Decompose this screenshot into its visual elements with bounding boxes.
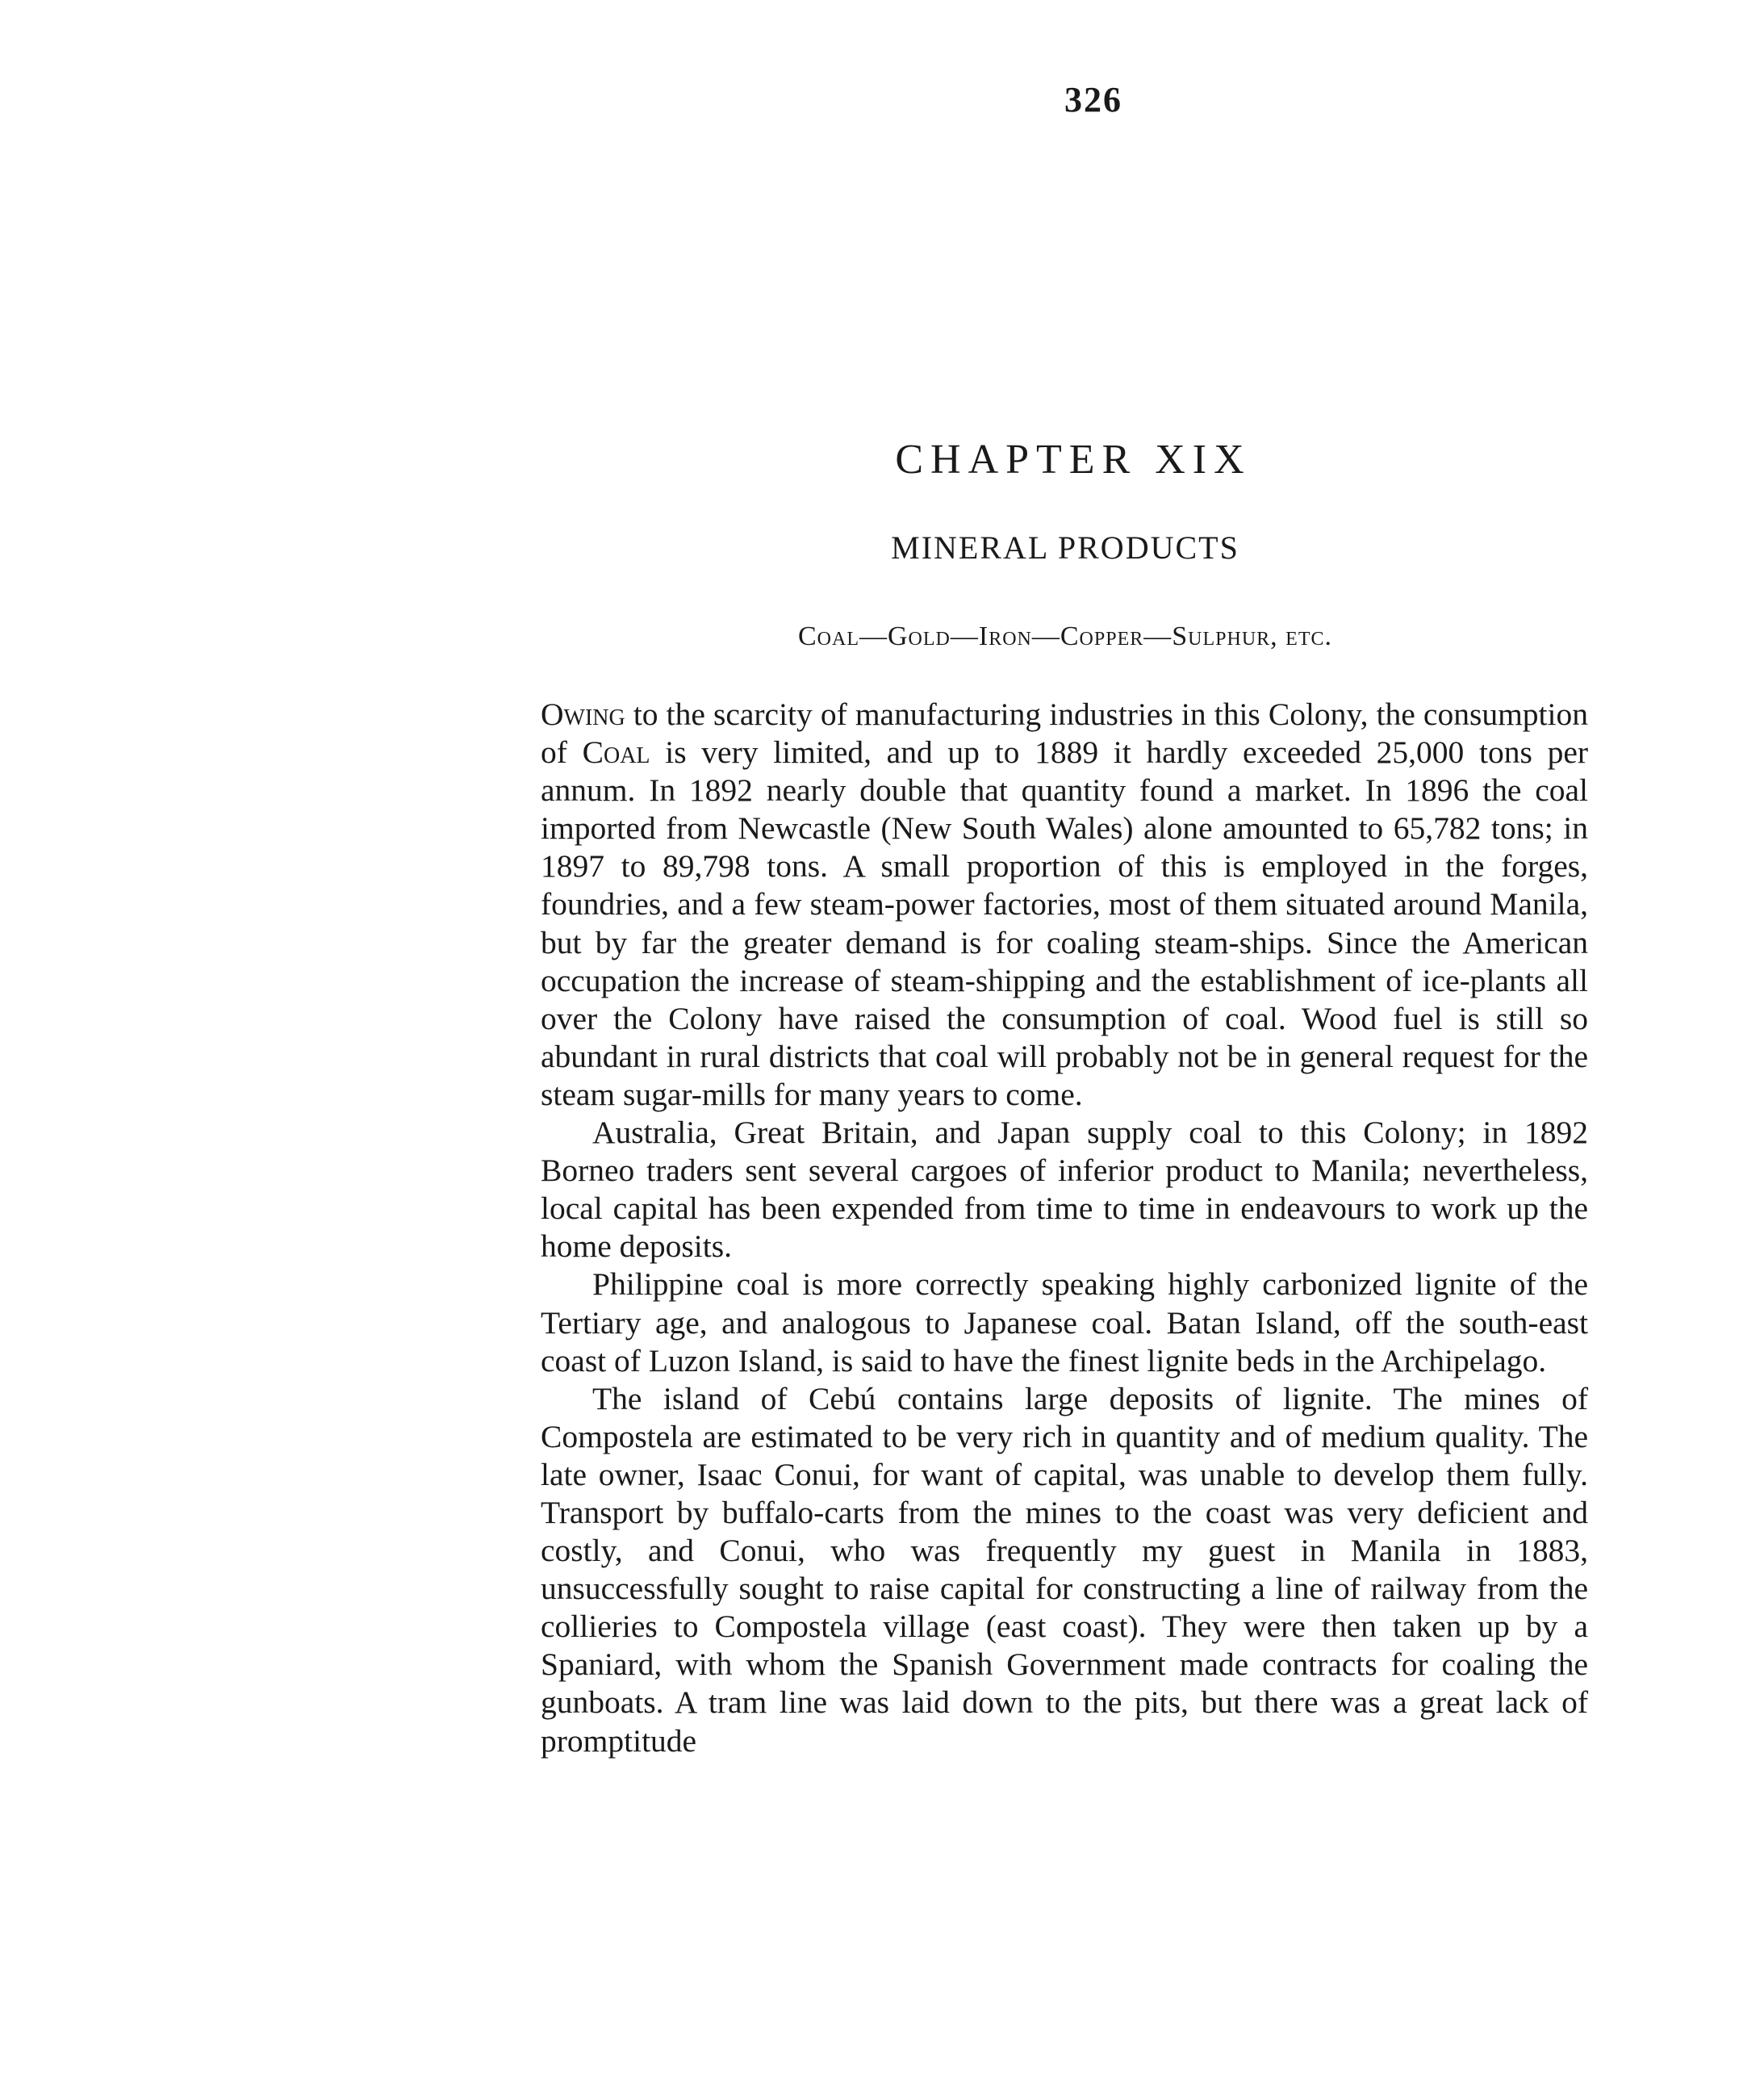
paragraph-3: Philippine coal is more correctly speaking highly carbonized lignite of the Tertiary age, and analogous to Japanese coal. Batan Island, off the south-east coast of Luzon Island, is said to have the finest lignite beds in the Archipelago.: [541, 1266, 1588, 1379]
section-title: MINERAL PRODUCTS: [891, 529, 1239, 566]
body-text: [541, 696, 1588, 1760]
paragraph-1-text-a: to the scarcity of manufacturing industries in this Colony, the consumption of: [541, 697, 1588, 771]
paragraph-2: Australia, Great Britain, and Japan supply coal to this Colony; in 1892 Borneo traders sent several cargoes of inferior product to Manila; nevertheless, local capital has been expended from time to time in endeavours to work up the home deposits.: [541, 1115, 1588, 1265]
paragraph-4: The island of Cebú contains large deposits of lignite. The mines of Compostela are estimated to be very rich in quantity and of medium quality. The late owner, Isaac Conui, for want of capital, was unable to develop them fully. Transport by buffalo-carts from the mines to the coast was very deficient and costly, and Conui, who was frequently my guest in Manila in 1883, unsuccessfully sought to raise capital for constructing a line of railway from the collieries to Compostela village (east coast). They were then taken up by a Spaniard, with whom the Spanish Government made contracts for coaling the gunboats. A tram line was laid down to the pits, but there was a great lack of promptitude: [541, 1380, 1588, 1759]
paragraph-1: [541, 696, 1588, 1114]
chapter-title: CHAPTER XIX: [895, 437, 1252, 483]
paragraph-1-text-b: is very limited, and up to 1889 it hardly exceeded 25,000 tons per annum. In 1892 nearly double that quantity found a market. In 1896 the coal imported from Newcastle (New South Wales) alone amounted to 65,782 tons; in 1897 to 89,798 tons. A small proportion of this is employed in the forges, foundries, and a few steam-power factories, most of them situated around Manila, but by far the greater demand is for coaling steam-ships. Since the American occupation the increase of steam-shipping and the establishment of ice-plants all over the Colony have raised the consumption of coal. Wood fuel is still so abundant in rural districts that coal will probably not be in general request for the steam sugar-mills for many years to come.: [541, 734, 1589, 1112]
chapter-subtitle: Coal—Gold—Iron—Copper—Sulphur, etc.: [798, 621, 1332, 651]
lead-word: Owing: [541, 697, 625, 732]
page-number: 326: [1064, 80, 1122, 119]
coal-term: Coal: [582, 734, 650, 771]
